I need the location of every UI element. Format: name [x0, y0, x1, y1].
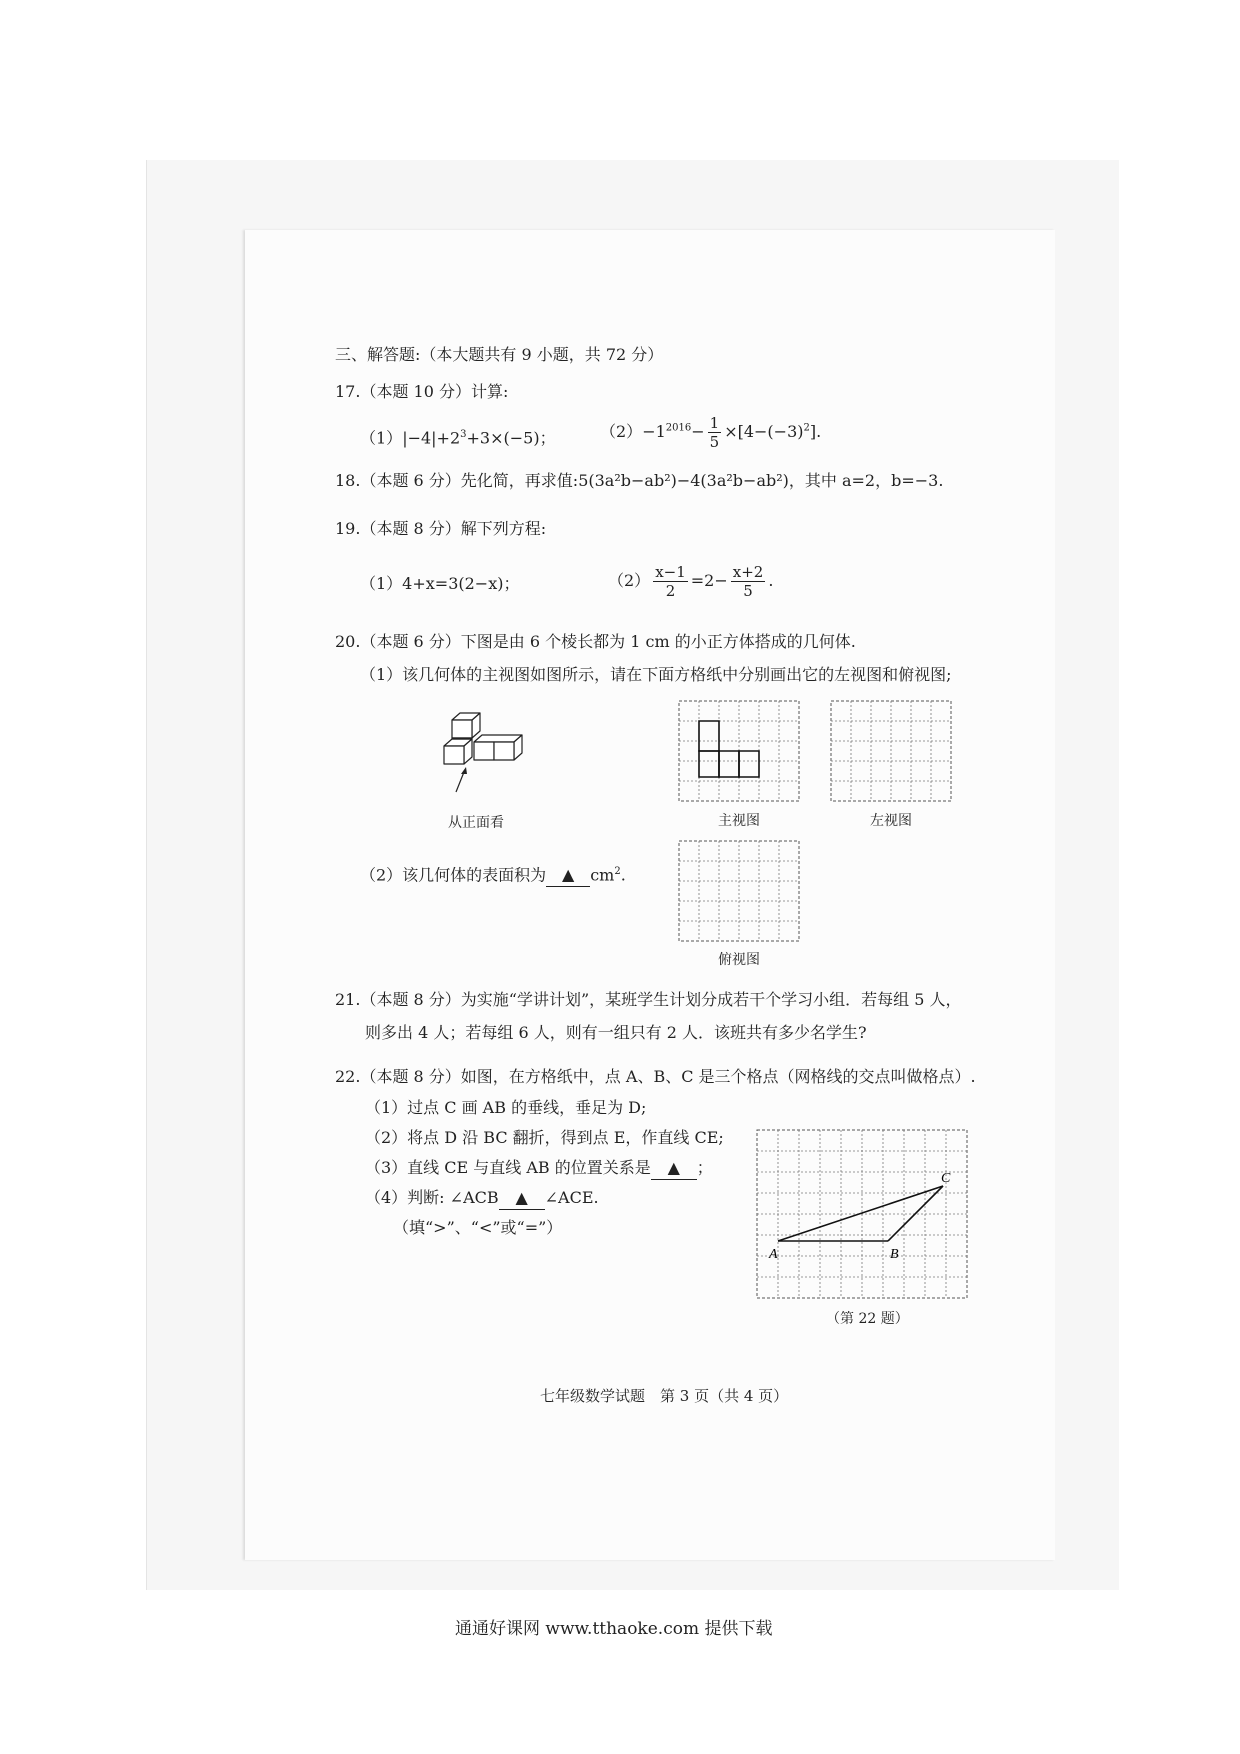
q17-p2-exp: 2016: [665, 422, 692, 434]
q22-p3-before: （3）直线 CE 与直线 AB 的位置关系是: [365, 1158, 651, 1177]
q20-part1: （1）该几何体的主视图如图所示，请在下面方格纸中分别画出它的左视图和俯视图;: [360, 665, 952, 684]
q20-part2: [360, 861, 626, 887]
q19-p2-label: （2）: [608, 571, 651, 590]
main-view-square: [699, 721, 719, 751]
q20-p2-unit-exp: 2: [614, 866, 621, 877]
q19-p2-num1: x−1: [655, 563, 686, 581]
front-view-arrow-shaft: [456, 772, 464, 792]
q18-expr: 5(3a²b−ab²)−4(3a²b−ab²)，其中 a=2，b=−3.: [578, 471, 944, 490]
q17-part2: [600, 414, 821, 451]
q17-p2-exp2: 2: [803, 422, 810, 434]
cube-front-upper: [444, 746, 464, 764]
q20-p2-unit: cm: [590, 865, 615, 885]
point-b-label: B: [890, 1247, 899, 1262]
q17-stem: 17.（本题 10 分）计算:: [335, 382, 509, 401]
q22-part2: （2）将点 D 沿 BC 翻折，得到点 E，作直线 CE;: [365, 1128, 724, 1147]
q19-p2-den1: 2: [665, 582, 676, 600]
q20-answer-blank[interactable]: ▲: [546, 864, 590, 887]
q19-stem: 19.（本题 8 分）解下列方程:: [335, 519, 547, 538]
q20-main-view-grid: [678, 700, 802, 804]
q18: [335, 470, 943, 492]
q19-p2-num2: x+2: [732, 563, 764, 581]
q20-p2-end: .: [620, 865, 626, 885]
q22-figure-caption: （第 22 题）: [826, 1311, 909, 1327]
q17-p2-num: 1: [709, 414, 720, 432]
q22-p3-answer-blank[interactable]: ▲: [651, 1157, 697, 1180]
q20-stem: 20.（本题 6 分）下图是由 6 个棱长都为 1 cm 的小正方体搭成的几何体.: [335, 632, 856, 651]
segment-bc: [888, 1186, 943, 1241]
q22-p4-before: （4）判断: ∠ACB: [365, 1188, 499, 1207]
q19-part1: （1）4+x=3(2−x)；: [360, 574, 520, 593]
q22-hint: （填“>”、“<”或“=”）: [393, 1218, 563, 1237]
point-c-label: C: [941, 1171, 951, 1186]
cube-row-front-2: [494, 742, 514, 760]
cube-row-front-1: [474, 742, 494, 760]
main-view-square: [719, 751, 739, 777]
q19-p2-fraction1: [653, 563, 688, 600]
q19-p2-fraction2: [731, 563, 766, 600]
q17-p2-den: 5: [709, 433, 720, 451]
q22-part4: [365, 1187, 599, 1210]
point-a-label: A: [769, 1247, 778, 1262]
cube-top-front: [452, 720, 472, 738]
q20-left-view-grid: [830, 700, 954, 804]
q17-p1-label: （1）: [360, 428, 403, 448]
q22-p3-end: ；: [696, 1158, 713, 1177]
site-footer: 通通好课网 www.tthaoke.com 提供下载: [455, 1619, 773, 1639]
section-heading: 三、解答题:（本大题共有 9 小题，共 72 分）: [335, 345, 664, 364]
q21-line1: 21.（本题 8 分）为实施“学讲计划”，某班学生计划分成若干个学习小组．若每组 5 人，: [335, 990, 962, 1009]
q22-p4-end: ∠ACE.: [544, 1188, 599, 1207]
q22-grid-figure: [755, 1128, 975, 1304]
page-footer: 七年级数学试题 第 3 页（共 4 页）: [540, 1387, 789, 1405]
q20-solid-caption: 从正面看: [448, 815, 504, 831]
q17-p2-label: （2）: [600, 422, 643, 441]
q17-part1: [360, 424, 556, 449]
q18-stem: 18.（本题 6 分）先化简，再求值:: [335, 471, 579, 490]
q22-stem: 22.（本题 8 分）如图，在方格纸中，点 A、B、C 是三个格点（网格线的交点叫做格点）.: [335, 1067, 976, 1086]
q17-p1-exp: 3: [460, 429, 467, 440]
q22-p4-answer-blank[interactable]: ▲: [499, 1187, 545, 1210]
q20-main-view-caption: 主视图: [718, 813, 760, 829]
segment-ac: [778, 1186, 943, 1241]
q17-p1-expr-b: +3×(−5)；: [466, 428, 556, 448]
q22-part3: [365, 1157, 713, 1180]
q20-p2-before: （2）该几何体的表面积为: [360, 865, 547, 885]
q17-p2-expr-b: ×[4−(−3): [724, 422, 804, 441]
q17-p2-expr-c: ].: [809, 422, 822, 441]
main-view-square: [699, 751, 719, 777]
q20-solid-figure: [440, 710, 540, 795]
q20-top-view-caption: 俯视图: [718, 952, 760, 968]
main-view-square: [739, 751, 759, 777]
q21-line2: 则多出 4 人；若每组 6 人，则有一组只有 2 人．该班共有多少名学生?: [365, 1023, 867, 1042]
q19-part2: [608, 563, 773, 600]
q22-part1: （1）过点 C 画 AB 的垂线，垂足为 D;: [365, 1098, 647, 1117]
cube-mid-lid: [452, 738, 472, 739]
q19-p2-mid: =2−: [690, 571, 728, 590]
q17-p2-fraction: [708, 414, 722, 451]
q19-p2-end: .: [768, 571, 774, 590]
q17-p1-expr-a: |−4|+2: [402, 428, 461, 448]
q17-p2-minus: −: [691, 422, 705, 441]
q19-p2-den2: 5: [743, 582, 753, 600]
q20-left-view-caption: 左视图: [870, 813, 912, 829]
front-view-arrow-head: [461, 767, 467, 774]
q17-p2-expr-a: −1: [642, 422, 666, 441]
q20-top-view-grid: [678, 840, 802, 944]
